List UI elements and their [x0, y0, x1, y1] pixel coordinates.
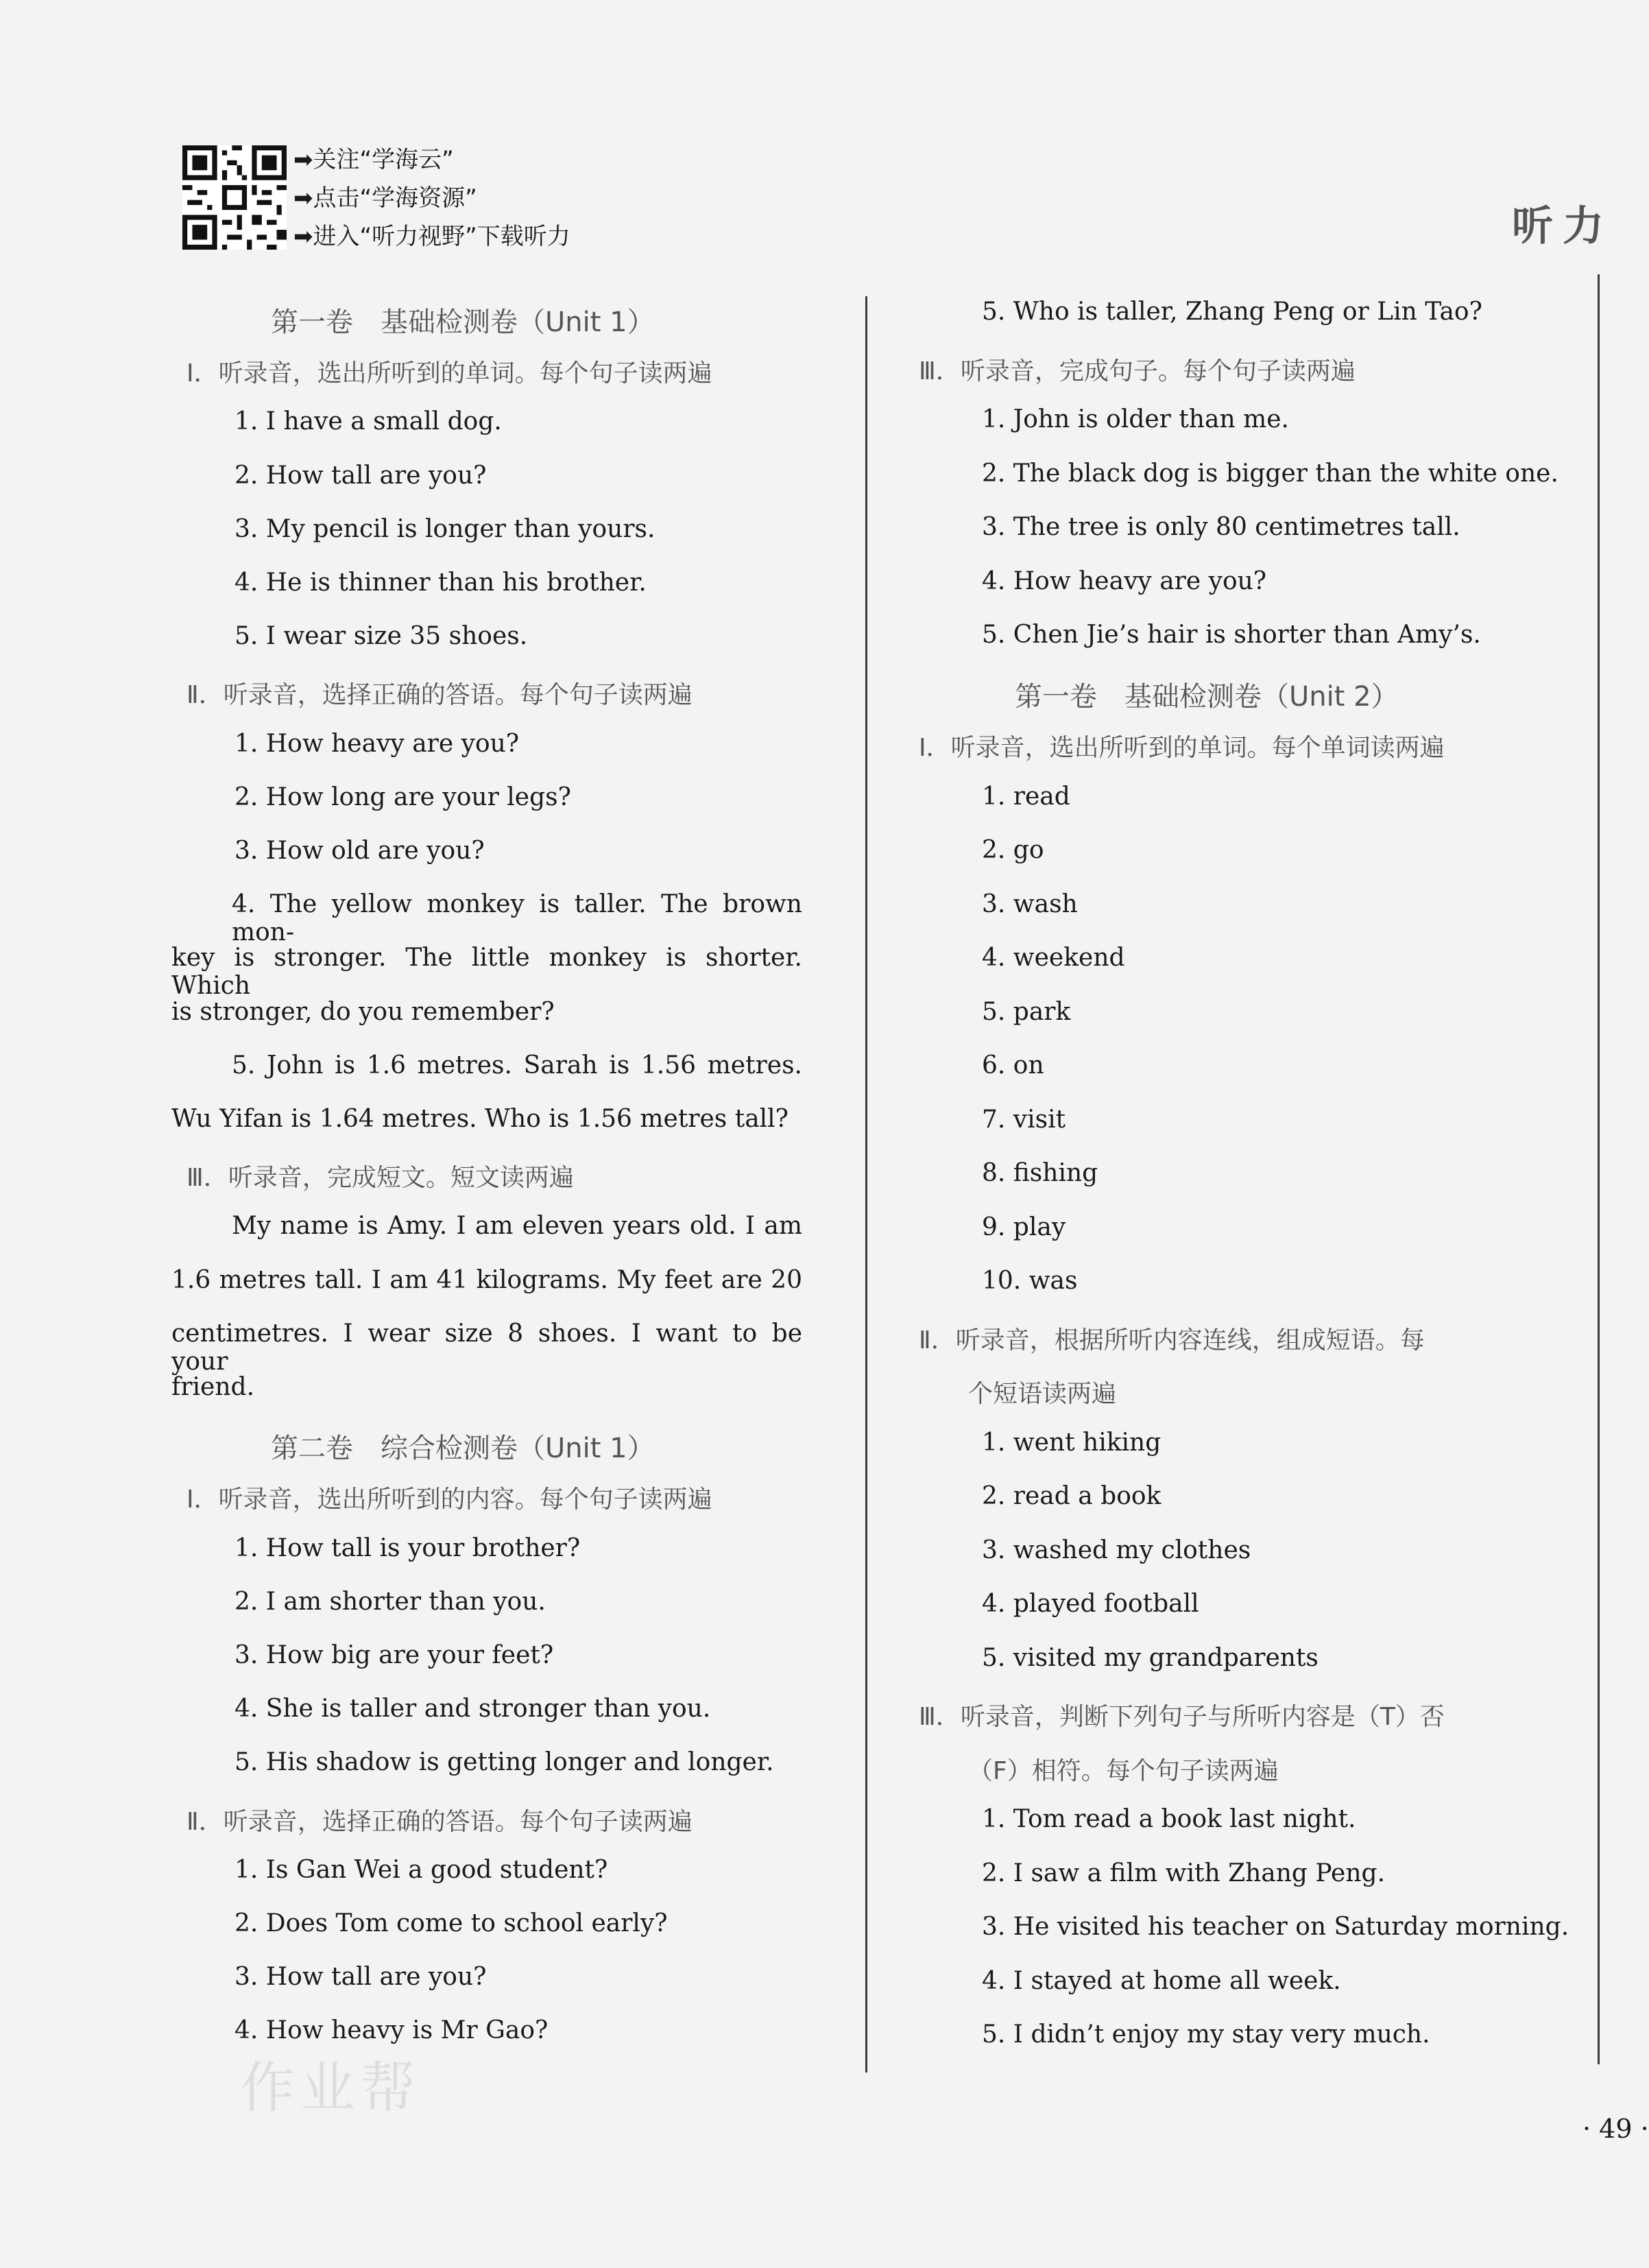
question-heading: Ⅲ．听录音，完成短文。短文读两遍: [186, 1164, 574, 1193]
question-heading-cont: （F）相符。每个句子读两遍: [968, 1756, 1279, 1785]
listening-item: 10. was: [982, 1267, 1078, 1295]
qr-line-follow: ➡关注“学海云”: [293, 146, 454, 174]
listening-item: 5. Who is taller, Zhang Peng or Lin Tao?: [982, 298, 1482, 326]
section-title: 第一卷 基础检测卷（Unit 1）: [271, 307, 655, 338]
listening-item: 2. How tall are you?: [234, 461, 487, 490]
listening-item: 1. John is older than me.: [982, 405, 1289, 433]
qr-instructions: [293, 141, 570, 256]
watermark: 作业帮: [240, 2056, 421, 2120]
listening-item: 4. weekend: [982, 944, 1125, 972]
question-heading: Ⅱ．听录音，选择正确的答语。每个句子读两遍: [186, 681, 693, 710]
listening-item: 1. How tall is your brother?: [234, 1533, 581, 1562]
listening-item: 4. I stayed at home all week.: [982, 1966, 1341, 1995]
listening-item: 2. Does Tom come to school early?: [234, 1909, 668, 1937]
paragraph-line: centimetres. I wear size 8 shoes. I want to be your: [171, 1319, 802, 1376]
paragraph-line: key is stronger. The little monkey is shorter. Which: [171, 944, 802, 1001]
listening-item: 3. wash: [982, 890, 1078, 918]
listening-item: 2. I saw a film with Zhang Peng.: [982, 1859, 1386, 1887]
listening-item: 2. go: [982, 836, 1044, 864]
paragraph-line: My name is Amy. I am eleven years old. I am: [232, 1212, 802, 1241]
listening-item: 6. on: [982, 1051, 1044, 1079]
listening-item: 4. played football: [982, 1590, 1199, 1618]
listening-item: 3. My pencil is longer than yours.: [234, 514, 655, 543]
paragraph-line: Wu Yifan is 1.64 metres. Who is 1.56 metres tall?: [171, 1105, 789, 1133]
listening-item: 7. visit: [982, 1105, 1066, 1134]
section-title: 第一卷 基础检测卷（Unit 2）: [1015, 680, 1399, 713]
paragraph-line: 1.6 metres tall. I am 41 kilograms. My feet are 20: [171, 1265, 802, 1294]
listening-item: 5. His shadow is getting longer and longer.: [234, 1748, 774, 1777]
listening-item: 4. He is thinner than his brother.: [234, 569, 647, 597]
qr-line-enter: ➡进入“听力视野”下载听力: [293, 223, 570, 250]
listening-item: 3. The tree is only 80 centimetres tall.: [982, 513, 1460, 541]
qr-code-icon: [180, 145, 289, 250]
listening-item: 1. read: [982, 782, 1070, 811]
listening-item: 4. How heavy are you?: [982, 566, 1267, 595]
listening-item: 4. She is taller and stronger than you.: [234, 1695, 711, 1723]
question-heading: Ⅱ．听录音，选择正确的答语。每个句子读两遍: [186, 1807, 693, 1836]
listening-item: 1. went hiking: [982, 1428, 1161, 1457]
listening-item: 3. How old are you?: [234, 837, 485, 865]
question-heading: Ⅱ．听录音，根据所听内容连线，组成短语。每: [919, 1326, 1425, 1354]
paragraph-line: friend.: [171, 1373, 255, 1401]
question-heading: Ⅰ．听录音，选出所听到的单词。每个句子读两遍: [186, 359, 712, 388]
listening-item: 3. How big are your feet?: [234, 1641, 554, 1669]
question-heading: Ⅰ．听录音，选出所听到的单词。每个单词读两遍: [919, 734, 1445, 762]
listening-item: 2. I am shorter than you.: [234, 1587, 546, 1616]
edge-rule: [1598, 274, 1600, 2064]
question-heading: Ⅰ．听录音，选出所听到的内容。每个句子读两遍: [186, 1485, 712, 1514]
listening-item: 5. I wear size 35 shoes.: [234, 622, 528, 651]
paragraph-line: 5. John is 1.6 metres. Sarah is 1.56 metres.: [232, 1051, 802, 1079]
listening-item: 5. park: [982, 997, 1071, 1026]
listening-item: 2. How long are your legs?: [234, 783, 571, 811]
section-title: 第二卷 综合检测卷（Unit 1）: [271, 1433, 655, 1465]
question-heading: Ⅲ．听录音，完成句子。每个句子读两遍: [919, 357, 1356, 385]
question-heading: Ⅲ．听录音，判断下列句子与所听内容是（T）否: [919, 1703, 1445, 1731]
listening-item: 1. Tom read a book last night.: [982, 1805, 1356, 1833]
listening-item: 1. I have a small dog.: [234, 407, 502, 436]
listening-item: 1. How heavy are you?: [234, 729, 520, 758]
question-heading-cont: 个短语读两遍: [968, 1380, 1117, 1408]
paragraph-line: 4. The yellow monkey is taller. The brown mon-: [232, 890, 802, 947]
listening-item: 8. fishing: [982, 1159, 1098, 1187]
listening-item: 3. washed my clothes: [982, 1536, 1251, 1564]
page-number: · 49 ·: [1582, 2114, 1649, 2144]
listening-item: 2. read a book: [982, 1482, 1161, 1510]
paragraph-line: is stronger, do you remember?: [171, 997, 555, 1026]
listening-item: 3. How tall are you?: [234, 1963, 487, 1992]
listening-item: 4. How heavy is Mr Gao?: [234, 2016, 549, 2045]
column-divider: [865, 296, 867, 2073]
listening-item: 5. visited my grandparents: [982, 1643, 1319, 1672]
listening-item: 1. Is Gan Wei a good student?: [234, 1855, 608, 1884]
listening-item: 5. Chen Jie’s hair is shorter than Amy’s.: [982, 621, 1481, 649]
section-tab: 听力: [1512, 202, 1613, 250]
listening-item: 2. The black dog is bigger than the white one.: [982, 459, 1558, 488]
listening-item: 3. He visited his teacher on Saturday morning.: [982, 1913, 1569, 1941]
qr-line-click: ➡点击“学海资源”: [293, 184, 477, 212]
listening-item: 9. play: [982, 1213, 1066, 1241]
listening-item: 5. I didn’t enjoy my stay very much.: [982, 2020, 1430, 2049]
